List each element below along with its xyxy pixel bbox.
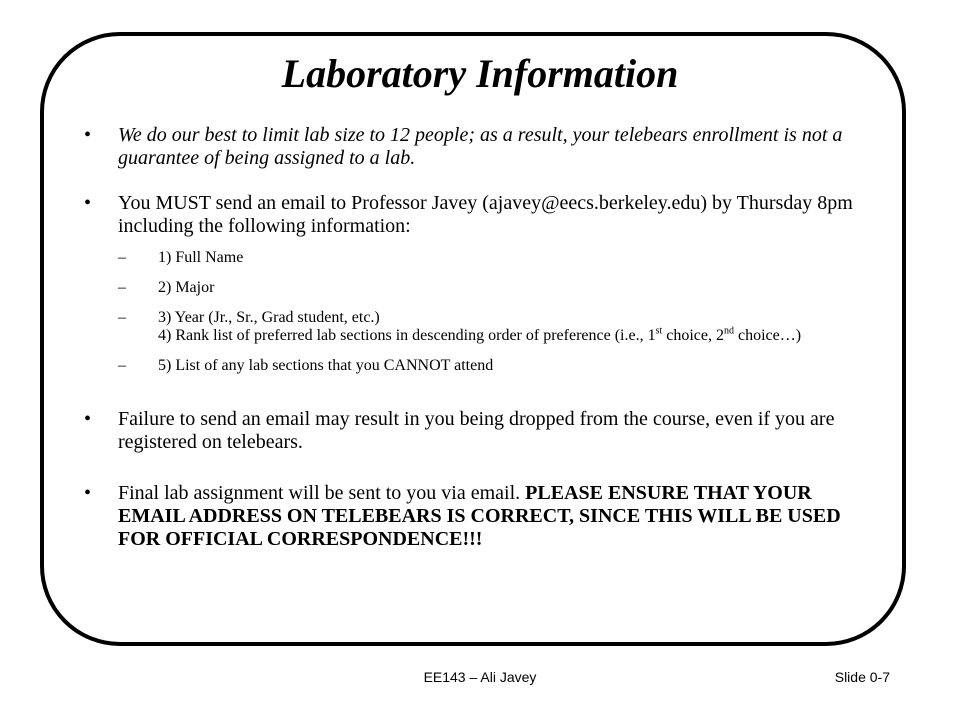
sub-text: 4) Rank list of preferred lab sections in descending order of preference (i.e., 1 bbox=[158, 327, 656, 344]
sub-marker: – bbox=[118, 309, 126, 326]
slide-title: Laboratory Information bbox=[281, 51, 679, 96]
bullet-marker: • bbox=[84, 408, 92, 430]
bullet-marker: • bbox=[84, 482, 92, 504]
slide-content bbox=[78, 124, 878, 551]
superscript: nd bbox=[724, 325, 734, 337]
info-list bbox=[78, 249, 878, 375]
superscript: st bbox=[655, 325, 663, 337]
bullet-send-email bbox=[78, 192, 878, 238]
bullet-emphasis: PLEASE ENSURE THAT YOUR EMAIL ADDRESS ON TELEBEARS IS CORRECT, SINCE THIS WILL BE USED FOR OFFICIAL CORRESPONDENCE!!! bbox=[118, 482, 841, 550]
sub-marker: – bbox=[118, 357, 126, 374]
sub-text: 5) List of any lab sections that you CANNOT attend bbox=[158, 357, 494, 374]
sub-marker: – bbox=[118, 249, 126, 266]
bullet-text: We do our best to limit lab size to 12 people; as a result, your telebears enrollment is not a guarantee of being assigned to a lab. bbox=[118, 124, 843, 169]
sub-text: choice, 2 bbox=[666, 327, 724, 344]
bullet-text: Final lab assignment will be sent to you via email. bbox=[118, 482, 521, 504]
bullet-final-assignment bbox=[78, 482, 878, 551]
bullet-lab-size bbox=[78, 124, 878, 170]
list-item bbox=[118, 249, 878, 267]
bullet-marker: • bbox=[84, 124, 92, 146]
sub-text: 3) Year (Jr., Sr., Grad student, etc.) bbox=[158, 309, 380, 326]
footer-slide-number: Slide 0-7 bbox=[834, 669, 890, 685]
list-item bbox=[118, 309, 878, 345]
sub-text: 1) Full Name bbox=[158, 249, 244, 266]
sub-marker: – bbox=[118, 279, 126, 296]
bullet-text: You MUST send an email to Professor Javey (ajavey@eecs.berkeley.edu) by Thursday 8pm including the following information: bbox=[118, 192, 853, 237]
sub-text: 2) Major bbox=[158, 279, 215, 296]
sub-text: choice…) bbox=[738, 327, 802, 344]
list-item bbox=[118, 357, 878, 375]
bullet-text: Failure to send an email may result in you being dropped from the course, even if you are registered on telebears. bbox=[118, 408, 835, 453]
bullet-failure-warning bbox=[78, 408, 878, 454]
bullet-marker: • bbox=[84, 192, 92, 214]
list-item bbox=[118, 279, 878, 297]
footer-course-author: EE143 – Ali Javey bbox=[423, 669, 537, 685]
